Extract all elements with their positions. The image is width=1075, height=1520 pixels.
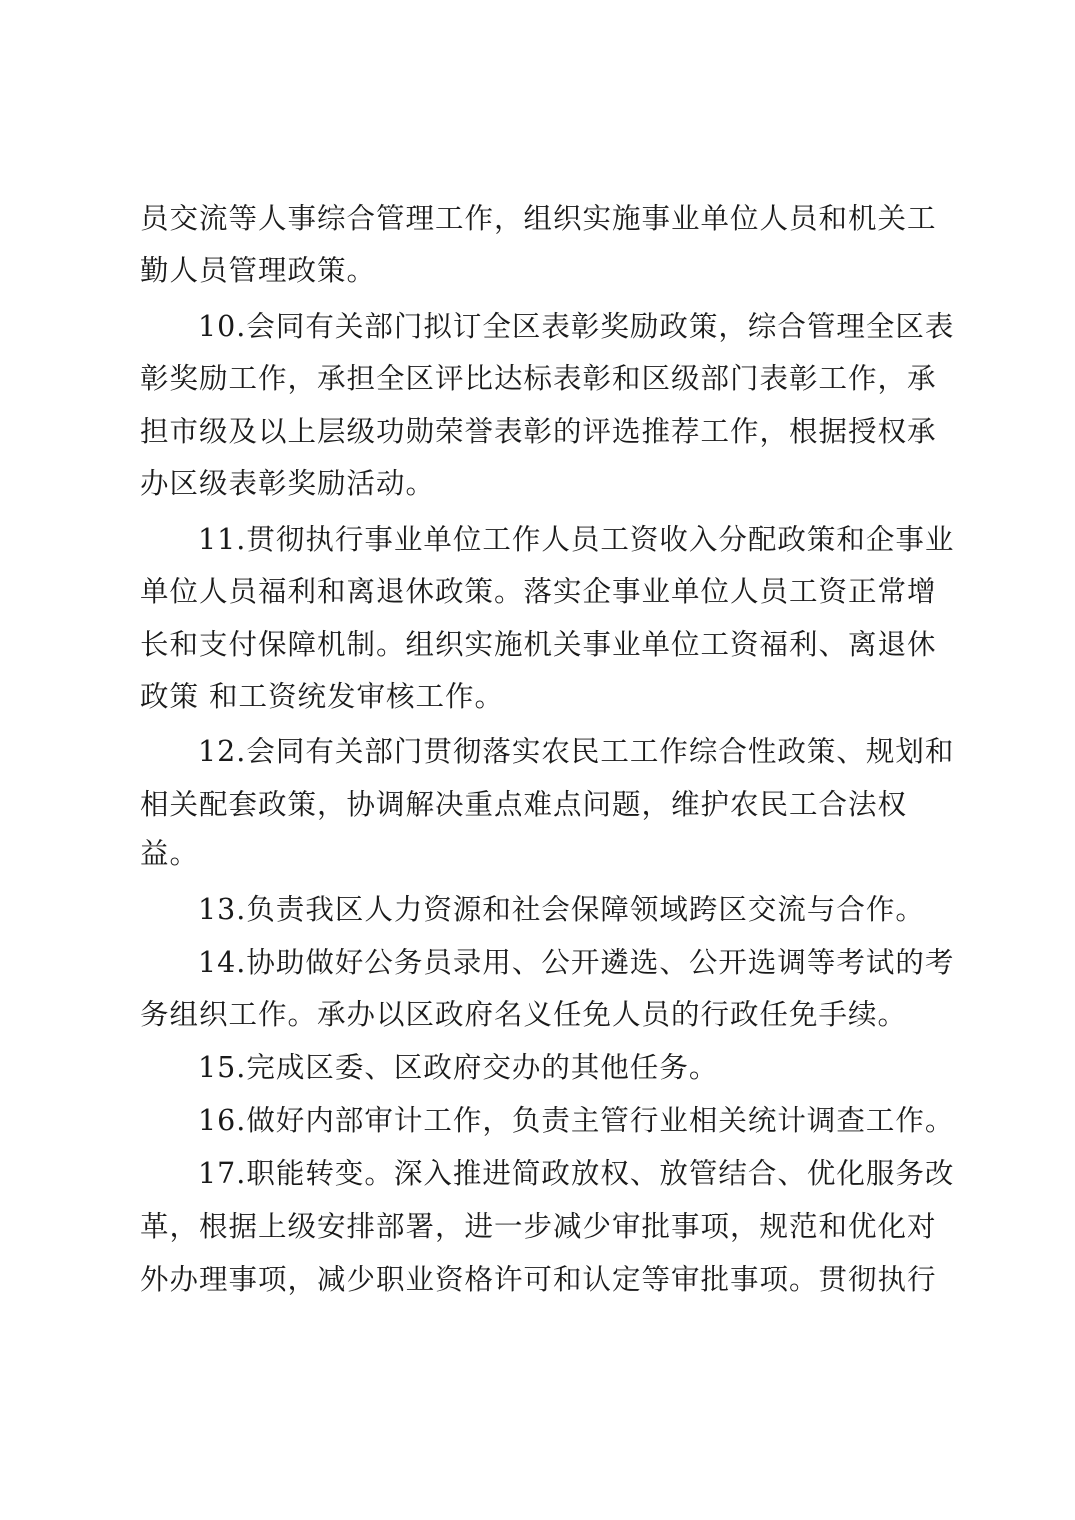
paragraph-10-line: 10.会同有关部门拟订全区表彰奖励政策，综合管理全区表 xyxy=(198,310,955,343)
text-line: 革，根据上级安排部署，进一步减少审批事项，规范和优化对 xyxy=(140,1210,937,1243)
text-line: 长和支付保障机制。组织实施机关事业单位工资福利、离退休 xyxy=(140,628,937,661)
text-line: 政策 和工资统发审核工作。 xyxy=(140,680,505,713)
text-line: 相关配套政策，协调解决重点难点问题，维护农民工合法权 xyxy=(140,788,908,821)
paragraph-14-line: 14.协助做好公务员录用、公开遴选、公开选调等考试的考 xyxy=(198,946,955,979)
paragraph-12-line: 12.会同有关部门贯彻落实农民工工作综合性政策、规划和 xyxy=(198,735,955,768)
paragraph-16-line: 16.做好内部审计工作，负责主管行业相关统计调查工作。 xyxy=(198,1104,955,1137)
text-line: 外办理事项，减少职业资格许可和认定等审批事项。贯彻执行 xyxy=(140,1263,937,1296)
paragraph-11-line: 11.贯彻执行事业单位工作人员工资收入分配政策和企事业 xyxy=(198,523,955,556)
text-line: 担市级及以上层级功勋荣誉表彰的评选推荐工作，根据授权承 xyxy=(140,415,937,448)
paragraph-15-line: 15.完成区委、区政府交办的其他任务。 xyxy=(198,1051,719,1084)
text-line: 员交流等人事综合管理工作，组织实施事业单位人员和机关工 xyxy=(140,202,937,235)
paragraph-17-line: 17.职能转变。深入推进简政放权、放管结合、优化服务改 xyxy=(198,1157,955,1190)
text-line: 益。 xyxy=(140,837,200,870)
text-line: 务组织工作。承办以区政府名义任免人员的行政任免手续。 xyxy=(140,998,908,1031)
text-line: 勤人员管理政策。 xyxy=(140,254,377,287)
text-line: 彰奖励工作，承担全区评比达标表彰和区级部门表彰工作，承 xyxy=(140,362,937,395)
text-line: 办区级表彰奖励活动。 xyxy=(140,467,436,500)
paragraph-13-line: 13.负责我区人力资源和社会保障领域跨区交流与合作。 xyxy=(198,893,925,926)
text-line: 单位人员福利和离退休政策。落实企事业单位人员工资正常增 xyxy=(140,575,937,608)
